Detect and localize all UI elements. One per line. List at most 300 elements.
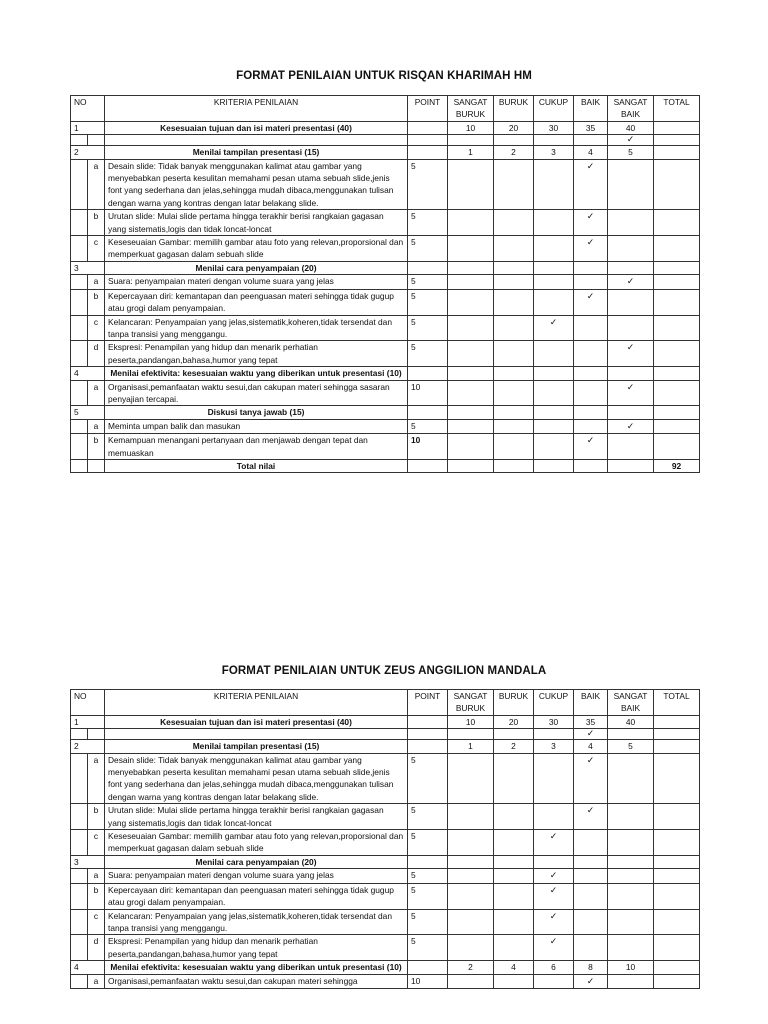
criteria-item-row <box>71 275 700 289</box>
section-number: 2 <box>71 740 105 753</box>
scale-sangat-buruk <box>448 935 494 961</box>
scale-baik <box>574 341 608 367</box>
header-baik: BAIK <box>574 690 608 716</box>
scale-sangat-buruk <box>448 883 494 909</box>
criteria-text: Kepercayaan diri: kemantapan dan peenguasan materi sehingga tidak gugup atau grogi dalam penyampaian. <box>105 289 408 315</box>
section-title: Menilai tampilan presentasi (15) <box>105 146 408 159</box>
scale-sangat-baik <box>608 434 654 460</box>
scale-cukup <box>534 380 574 406</box>
criteria-text: Kelancaran: Penyampaian yang jelas,sistematik,koheren,tidak tersendat dan tanpa transisi yang menggangu. <box>105 315 408 341</box>
scale-sangat-baik <box>608 855 654 868</box>
total-cell <box>654 909 700 935</box>
scale-cukup <box>534 210 574 236</box>
scale-buruk <box>494 275 534 289</box>
total-row <box>71 459 700 472</box>
scale-buruk <box>494 210 534 236</box>
criteria-text: Kelancaran: Penyampaian yang jelas,sistematik,koheren,tidak tersendat dan tanpa transisi yang menggangu. <box>105 909 408 935</box>
scale-baik <box>574 804 608 830</box>
scale-buruk <box>494 729 534 740</box>
item-label: a <box>88 275 105 289</box>
scale-sangat-baik <box>608 289 654 315</box>
assessment-table-zeus <box>70 689 700 989</box>
scale-sangat-buruk <box>448 210 494 236</box>
header-total: TOTAL <box>654 96 700 122</box>
scale-cukup: 3 <box>534 740 574 753</box>
total-cell <box>654 315 700 341</box>
section-row <box>71 715 700 728</box>
header-kriteria: KRITERIA PENILAIAN <box>105 96 408 122</box>
criteria-text: Ekspresi: Penampilan yang hidup dan menarik perhatian peserta,pandangan,bahasa,humor yang tepat <box>105 935 408 961</box>
scale-sangat-buruk <box>448 909 494 935</box>
check-row <box>71 135 700 146</box>
scale-sangat-baik <box>608 406 654 419</box>
section-number: 4 <box>71 367 105 380</box>
scale-baik <box>574 135 608 146</box>
item-label: a <box>88 974 105 988</box>
header-kriteria: KRITERIA PENILAIAN <box>105 690 408 716</box>
scale-sangat-baik <box>608 974 654 988</box>
scale-sangat-buruk: 10 <box>448 121 494 134</box>
total-cell <box>654 869 700 883</box>
header-no: NO <box>71 96 105 122</box>
check-mark-icon: ✓ <box>586 976 595 987</box>
scale-sangat-baik <box>608 159 654 210</box>
criteria-item-row <box>71 909 700 935</box>
criteria-item-row <box>71 380 700 406</box>
criteria-item-row <box>71 869 700 883</box>
criteria-item-row <box>71 159 700 210</box>
header-sangat-baik: SANGAT BAIK <box>608 96 654 122</box>
section-title: Menilai cara penyampaian (20) <box>105 261 408 274</box>
scale-baik <box>574 236 608 262</box>
scale-sangat-baik <box>608 210 654 236</box>
header-baik: BAIK <box>574 96 608 122</box>
scale-baik <box>574 159 608 210</box>
scale-buruk: 2 <box>494 146 534 159</box>
scale-buruk: 2 <box>494 740 534 753</box>
point-value: 5 <box>408 419 448 433</box>
scale-buruk <box>494 380 534 406</box>
item-label: b <box>88 804 105 830</box>
scale-cukup: 30 <box>534 121 574 134</box>
check-mark-icon: ✓ <box>549 937 558 948</box>
scale-baik <box>574 753 608 804</box>
scale-sangat-baik <box>608 261 654 274</box>
total-cell <box>654 341 700 367</box>
scale-sangat-buruk <box>448 135 494 146</box>
scale-baik <box>574 380 608 406</box>
criteria-item-row <box>71 210 700 236</box>
blank-cell <box>71 210 88 236</box>
point-cell <box>408 261 448 274</box>
scale-sangat-baik: 10 <box>608 961 654 974</box>
scale-buruk <box>494 974 534 988</box>
scale-buruk <box>494 135 534 146</box>
section-row <box>71 855 700 868</box>
scale-baik: 4 <box>574 740 608 753</box>
criteria-text: Ekspresi: Penampilan yang hidup dan menarik perhatian peserta,pandangan,bahasa,humor yang tepat <box>105 341 408 367</box>
criteria-item-row <box>71 315 700 341</box>
scale-sangat-buruk <box>448 289 494 315</box>
blank-cell <box>71 753 88 804</box>
header-row <box>71 690 700 716</box>
scale-sangat-buruk <box>448 753 494 804</box>
section-row <box>71 146 700 159</box>
point-cell <box>408 121 448 134</box>
total-cell <box>654 289 700 315</box>
section-row <box>71 367 700 380</box>
section-title: Kesesuaian tujuan dan isi materi presentasi (40) <box>105 121 408 134</box>
point-value: 5 <box>408 830 448 856</box>
scale-cukup <box>534 236 574 262</box>
scale-baik <box>574 830 608 856</box>
scale-sangat-buruk: 1 <box>448 740 494 753</box>
scale-cukup <box>534 729 574 740</box>
header-sangat-buruk: SANGAT BURUK <box>448 96 494 122</box>
section-number: 1 <box>71 121 105 134</box>
scale-sangat-baik <box>608 341 654 367</box>
point-value: 5 <box>408 869 448 883</box>
point-value: 10 <box>408 380 448 406</box>
blank-cell <box>71 159 88 210</box>
section-number: 1 <box>71 715 105 728</box>
section-row <box>71 406 700 419</box>
criteria-item-row <box>71 753 700 804</box>
section-number: 4 <box>71 961 105 974</box>
scale-buruk <box>494 315 534 341</box>
scale-baik <box>574 419 608 433</box>
point-value: 5 <box>408 883 448 909</box>
scale-baik <box>574 909 608 935</box>
item-label: a <box>88 159 105 210</box>
scale-baik <box>574 855 608 868</box>
section-title: Diskusi tanya jawab (15) <box>105 406 408 419</box>
total-cell <box>654 961 700 974</box>
scale-buruk <box>494 804 534 830</box>
blank-cell <box>71 729 88 740</box>
scale-cukup <box>534 883 574 909</box>
scale-sangat-baik <box>608 236 654 262</box>
header-buruk: BURUK <box>494 690 534 716</box>
item-label: b <box>88 210 105 236</box>
total-cell <box>654 406 700 419</box>
scale-cukup <box>534 406 574 419</box>
item-label: b <box>88 289 105 315</box>
criteria-item-row <box>71 883 700 909</box>
header-point: POINT <box>408 690 448 716</box>
scale-buruk <box>494 367 534 380</box>
scale-buruk <box>494 261 534 274</box>
section-title: Kesesuaian tujuan dan isi materi presentasi (40) <box>105 715 408 728</box>
scale-sangat-baik: 5 <box>608 740 654 753</box>
check-mark-icon: ✓ <box>586 729 595 740</box>
scale-sangat-buruk <box>448 406 494 419</box>
criteria-item-row <box>71 236 700 262</box>
scale-cukup <box>534 830 574 856</box>
blank-cell <box>71 830 88 856</box>
scale-sangat-baik <box>608 275 654 289</box>
scale-cukup <box>534 261 574 274</box>
scale-cukup <box>534 974 574 988</box>
scale-buruk <box>494 830 534 856</box>
scale-buruk <box>494 855 534 868</box>
section-number: 5 <box>71 406 105 419</box>
scale-sangat-buruk: 10 <box>448 715 494 728</box>
scale-sangat-buruk <box>448 159 494 210</box>
section-row <box>71 740 700 753</box>
blank-cell <box>71 459 88 472</box>
total-cell <box>654 159 700 210</box>
check-mark-icon: ✓ <box>586 212 595 223</box>
section-row <box>71 121 700 134</box>
scale-buruk <box>494 883 534 909</box>
blank-cell <box>71 236 88 262</box>
point-value: 10 <box>408 974 448 988</box>
scale-buruk: 20 <box>494 715 534 728</box>
check-row <box>71 729 700 740</box>
point-value: 5 <box>408 159 448 210</box>
point-value: 5 <box>408 935 448 961</box>
point-value: 10 <box>408 434 448 460</box>
scale-cukup <box>534 419 574 433</box>
blank-cell <box>71 883 88 909</box>
criteria-text: Keseseuaian Gambar: memilih gambar atau foto yang relevan,proporsional dan memperkuat gagasan dalam sebuah slide <box>105 830 408 856</box>
check-mark-icon: ✓ <box>626 421 635 432</box>
scale-baik <box>574 406 608 419</box>
scale-baik <box>574 261 608 274</box>
item-label: a <box>88 869 105 883</box>
criteria-text: Organisasi,pemanfaatan waktu sesui,dan cakupan materi sehingga <box>105 974 408 988</box>
header-cukup: CUKUP <box>534 690 574 716</box>
scale-sangat-baik <box>608 367 654 380</box>
scale-buruk <box>494 236 534 262</box>
scale-sangat-baik: 40 <box>608 715 654 728</box>
point-cell <box>408 961 448 974</box>
scale-cukup: 6 <box>534 961 574 974</box>
scale-sangat-baik <box>608 380 654 406</box>
assessment-table-risqan <box>70 95 700 473</box>
blank-cell <box>71 869 88 883</box>
check-mark-icon: ✓ <box>586 436 595 447</box>
blank-cell <box>71 909 88 935</box>
scale-sangat-buruk: 1 <box>448 146 494 159</box>
scale-cukup <box>534 315 574 341</box>
scale-baik <box>574 315 608 341</box>
total-cell <box>654 367 700 380</box>
total-cell <box>654 883 700 909</box>
item-label: d <box>88 341 105 367</box>
scale-cukup <box>534 935 574 961</box>
header-no: NO <box>71 690 105 716</box>
total-cell <box>654 974 700 988</box>
header-sangat-baik: SANGAT BAIK <box>608 690 654 716</box>
total-cell <box>654 715 700 728</box>
scale-sangat-buruk <box>448 341 494 367</box>
total-cell <box>654 275 700 289</box>
point-value: 5 <box>408 236 448 262</box>
scale-sangat-baik <box>608 869 654 883</box>
point-cell <box>408 135 448 146</box>
scale-baik <box>574 459 608 472</box>
scale-buruk <box>494 459 534 472</box>
scale-sangat-baik <box>608 935 654 961</box>
criteria-text: Suara: penyampaian materi dengan volume suara yang jelas <box>105 869 408 883</box>
criteria-text: Urutan slide: Mulai slide pertama hingga terakhir berisi rangkaian gagasan yang sistematis,logis dan tidak loncat-loncat <box>105 804 408 830</box>
scale-sangat-baik <box>608 135 654 146</box>
section-number: 2 <box>71 146 105 159</box>
blank-cell <box>71 341 88 367</box>
point-value: 5 <box>408 753 448 804</box>
scale-baik <box>574 434 608 460</box>
item-label: a <box>88 380 105 406</box>
header-point: POINT <box>408 96 448 122</box>
scale-cukup <box>534 289 574 315</box>
scale-baik <box>574 935 608 961</box>
scale-cukup <box>534 275 574 289</box>
total-cell <box>654 804 700 830</box>
total-cell <box>654 210 700 236</box>
criteria-item-row <box>71 974 700 988</box>
check-mark-icon: ✓ <box>626 135 635 146</box>
check-mark-icon: ✓ <box>549 885 558 896</box>
blank-cell <box>88 135 105 146</box>
total-cell <box>654 740 700 753</box>
check-mark-icon: ✓ <box>626 343 635 354</box>
scale-cukup <box>534 434 574 460</box>
item-label: a <box>88 753 105 804</box>
point-cell <box>408 367 448 380</box>
scale-cukup <box>534 135 574 146</box>
check-mark-icon: ✓ <box>549 871 558 882</box>
scale-baik: 4 <box>574 146 608 159</box>
scale-buruk <box>494 434 534 460</box>
section-title: Menilai tampilan presentasi (15) <box>105 740 408 753</box>
scale-cukup: 30 <box>534 715 574 728</box>
form-title-zeus: FORMAT PENILAIAN UNTUK ZEUS ANGGILION MANDALA <box>221 665 547 677</box>
point-value: 5 <box>408 909 448 935</box>
item-label: a <box>88 419 105 433</box>
total-cell <box>654 146 700 159</box>
point-value: 5 <box>408 210 448 236</box>
scale-buruk <box>494 753 534 804</box>
header-sangat-buruk: SANGAT BURUK <box>448 690 494 716</box>
check-mark-icon: ✓ <box>626 382 635 393</box>
header-row <box>71 96 700 122</box>
blank-cell <box>71 289 88 315</box>
check-mark-icon: ✓ <box>586 755 595 766</box>
total-label: Total nilai <box>105 459 408 472</box>
criteria-item-row <box>71 434 700 460</box>
scale-buruk <box>494 419 534 433</box>
scale-cukup <box>534 869 574 883</box>
section-title: Menilai cara penyampaian (20) <box>105 855 408 868</box>
scale-cukup <box>534 341 574 367</box>
scale-sangat-buruk <box>448 419 494 433</box>
form-title-risqan: FORMAT PENILAIAN UNTUK RISQAN KHARIMAH HM <box>236 70 532 82</box>
scale-buruk <box>494 159 534 210</box>
scale-sangat-buruk <box>448 275 494 289</box>
total-cell <box>654 419 700 433</box>
total-cell <box>654 236 700 262</box>
criteria-text: Keseseuaian Gambar: memilih gambar atau foto yang relevan,proporsional dan memperkuat gagasan dalam sebuah slide <box>105 236 408 262</box>
point-value: 5 <box>408 341 448 367</box>
total-cell <box>654 135 700 146</box>
section-title: Menilai efektivita: kesesuaian waktu yang diberikan untuk presentasi (10) <box>105 961 408 974</box>
blank-cell <box>71 434 88 460</box>
scale-sangat-buruk <box>448 804 494 830</box>
total-cell <box>654 830 700 856</box>
scale-buruk <box>494 289 534 315</box>
point-value: 5 <box>408 804 448 830</box>
scale-sangat-buruk <box>448 315 494 341</box>
check-mark-icon: ✓ <box>549 832 558 843</box>
blank-cell <box>71 804 88 830</box>
scale-sangat-baik <box>608 830 654 856</box>
scale-baik <box>574 275 608 289</box>
scale-cukup <box>534 855 574 868</box>
total-cell <box>654 729 700 740</box>
scale-baik <box>574 869 608 883</box>
scale-sangat-baik <box>608 753 654 804</box>
section-row <box>71 961 700 974</box>
scale-baik <box>574 210 608 236</box>
criteria-text: Kemampuan menangani pertanyaan dan menjawab dengan tepat dan memuaskan <box>105 434 408 460</box>
scale-sangat-buruk <box>448 830 494 856</box>
scale-sangat-baik <box>608 729 654 740</box>
scale-buruk <box>494 341 534 367</box>
item-label: c <box>88 830 105 856</box>
scale-sangat-buruk <box>448 261 494 274</box>
point-cell <box>408 729 448 740</box>
scale-buruk <box>494 406 534 419</box>
scale-cukup: 3 <box>534 146 574 159</box>
scale-cukup <box>534 804 574 830</box>
check-mark-icon: ✓ <box>586 291 595 302</box>
item-label: c <box>88 315 105 341</box>
point-cell <box>408 715 448 728</box>
point-value: 5 <box>408 289 448 315</box>
blank-cell <box>105 135 408 146</box>
scale-sangat-baik <box>608 419 654 433</box>
criteria-text: Meminta umpan balik dan masukan <box>105 419 408 433</box>
point-cell <box>408 406 448 419</box>
item-label: b <box>88 434 105 460</box>
header-buruk: BURUK <box>494 96 534 122</box>
scale-sangat-buruk: 2 <box>448 961 494 974</box>
criteria-item-row <box>71 830 700 856</box>
scale-baik <box>574 883 608 909</box>
scale-sangat-baik <box>608 459 654 472</box>
header-total: TOTAL <box>654 690 700 716</box>
criteria-text: Urutan slide: Mulai slide pertama hingga terakhir berisi rangkaian gagasan yang sistematis,logis dan tidak loncat-loncat <box>105 210 408 236</box>
blank-cell <box>88 459 105 472</box>
scale-sangat-baik <box>608 804 654 830</box>
scale-buruk: 20 <box>494 121 534 134</box>
criteria-item-row <box>71 935 700 961</box>
check-mark-icon: ✓ <box>586 238 595 249</box>
item-label: b <box>88 883 105 909</box>
scale-sangat-baik <box>608 315 654 341</box>
total-cell <box>654 121 700 134</box>
blank-cell <box>71 974 88 988</box>
section-number: 3 <box>71 855 105 868</box>
total-cell <box>654 261 700 274</box>
point-cell <box>408 459 448 472</box>
point-cell <box>408 146 448 159</box>
blank-cell <box>71 380 88 406</box>
scale-sangat-buruk <box>448 869 494 883</box>
point-cell <box>408 855 448 868</box>
